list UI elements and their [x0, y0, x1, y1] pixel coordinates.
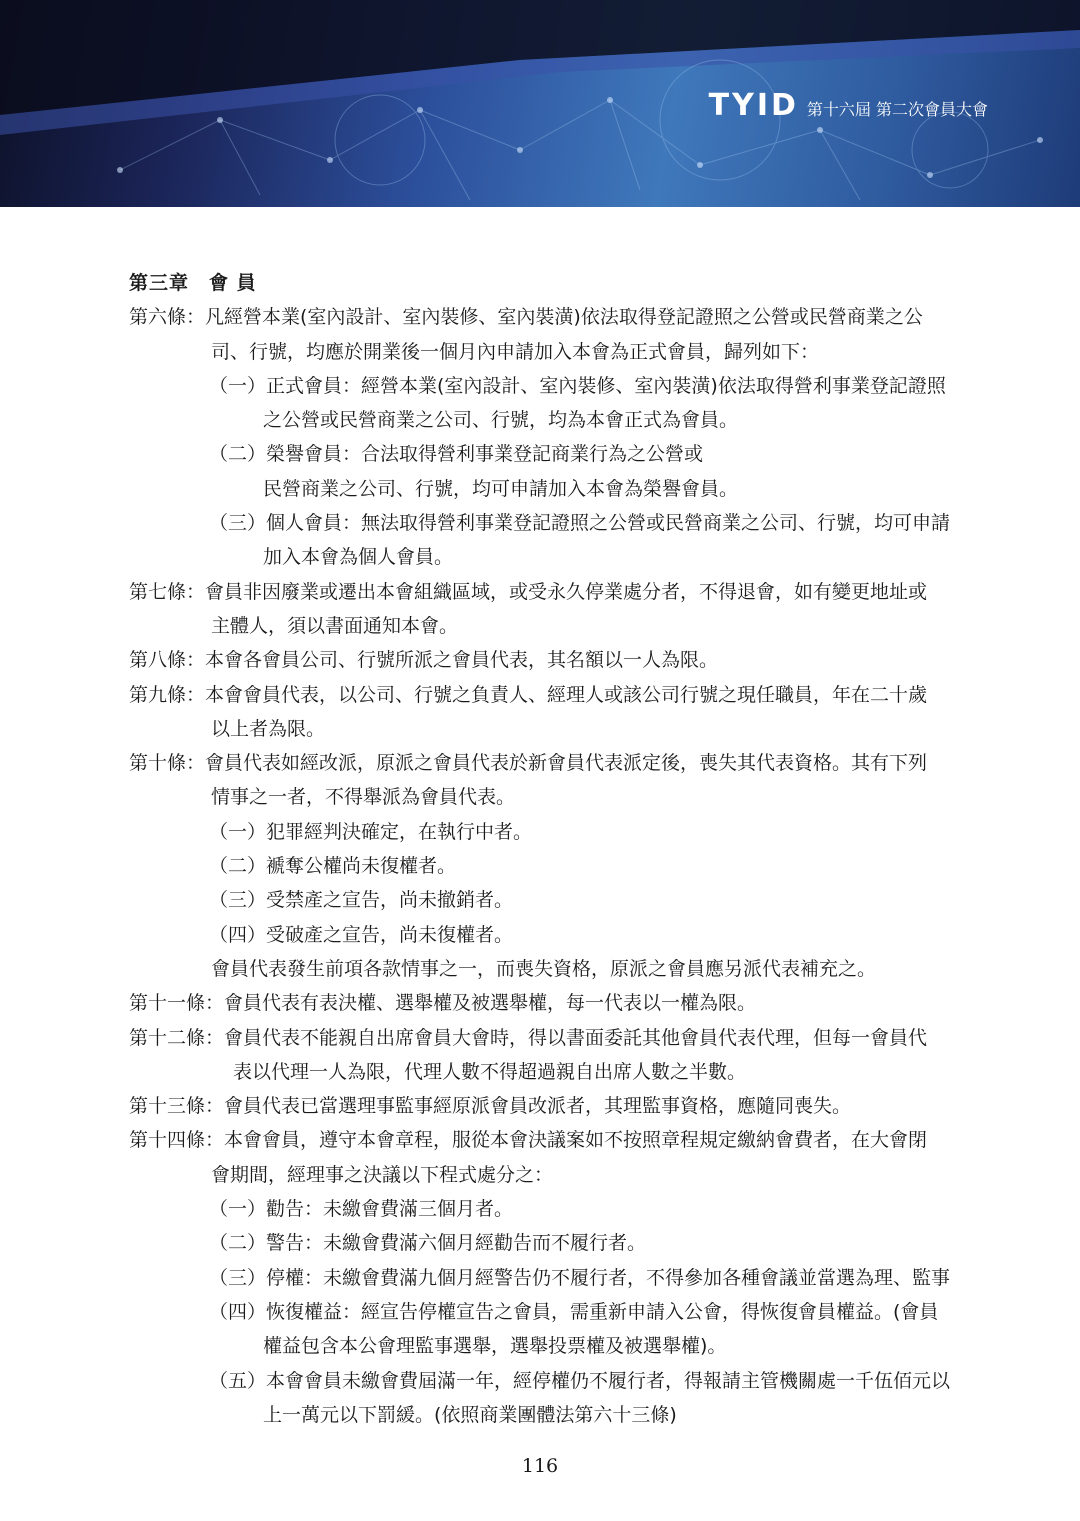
article-10-item: （四）受破產之宣告，尚未復權者。	[209, 923, 514, 946]
article-6-item-cont: 之公營或民營商業之公司、行號，均為本會正式為會員。	[263, 409, 739, 432]
article-6-item: （一）正式會員：經營本業(室內設計、室內裝修、室內裝潢)依法取得營利事業登記證照	[209, 374, 946, 397]
article-10-item: （三）受禁產之宣告，尚未撤銷者。	[209, 889, 514, 912]
article-6-item: （三）個人會員：無法取得營利事業登記證照之公營或民營商業之公司、行號，均可申請	[209, 512, 951, 535]
article-12-line: 第十二條：會員代表不能親自出席會員大會時，得以書面委託其他會員代表代理，但每一會員代	[129, 1026, 928, 1049]
article-14-item: （五）本會會員未繳會費屆滿一年，經停權仍不履行者，得報請主管機關處一千伍佰元以	[209, 1369, 951, 1392]
article-7-line: 第七條：會員非因廢業或遷出本會組織區域，或受永久停業處分者，不得退會，如有變更地址或	[129, 580, 928, 603]
page-number: 116	[521, 1455, 559, 1477]
article-9-line: 第九條：本會會員代表，以公司、行號之負責人、經理人或該公司行號之現任職員，年在二十歲	[129, 683, 928, 706]
article-14-item: （三）停權：未繳會費滿九個月經警告仍不履行者，不得參加各種會議並當選為理、監事	[209, 1266, 951, 1289]
chapter-title: 第三章 會 員	[129, 272, 257, 294]
article-12-line: 表以代理一人為限，代理人數不得超過親自出席人數之半數。	[233, 1060, 747, 1083]
article-14-line: 第十四條：本會會員，遵守本會章程，服從本會決議案如不按照章程規定繳納會費者，在大會閉	[129, 1129, 928, 1152]
article-10-item: （一）犯罪經判決確定，在執行中者。	[209, 820, 533, 843]
article-14-item-cont: 權益包含本公會理監事選舉，選舉投票權及被選舉權)。	[263, 1335, 727, 1358]
event-title: 第十六屆 第二次會員大會	[806, 100, 988, 119]
article-10-item: （二）褫奪公權尚未復權者。	[209, 855, 457, 878]
article-8-line: 第八條：本會各會員公司、行號所派之會員代表，其名額以一人為限。	[129, 649, 719, 672]
article-10-line: 第十條：會員代表如經改派，原派之會員代表於新會員代表派定後，喪失其代表資格。其有下列	[129, 752, 928, 775]
article-9-line: 以上者為限。	[211, 717, 326, 740]
article-11-line: 第十一條：會員代表有表決權、選舉權及被選舉權，每一代表以一權為限。	[129, 992, 757, 1015]
document-body	[129, 266, 999, 1432]
article-10-line: 會員代表發生前項各款情事之一，而喪失資格，原派之會員應另派代表補充之。	[211, 957, 877, 980]
tyid-logo: TYID	[708, 88, 799, 123]
article-13-line: 第十三條：會員代表已當選理事監事經原派會員改派者，其理監事資格，應隨同喪失。	[129, 1095, 852, 1118]
article-14-item: （一）勸告：未繳會費滿三個月者。	[209, 1198, 514, 1221]
article-6-line: 第六條：凡經營本業(室內設計、室內裝修、室內裝潢)依法取得登記證照之公營或民營商業之公	[129, 306, 923, 329]
article-14-item-cont: 上一萬元以下罰緩。(依照商業團體法第六十三條)	[263, 1403, 677, 1426]
article-14-line: 會期間，經理事之決議以下程式處分之：	[211, 1163, 554, 1186]
article-6-item-cont: 民營商業之公司、行號，均可申請加入本會為榮譽會員。	[263, 477, 739, 500]
article-14-item: （二）警告：未繳會費滿六個月經勸告而不履行者。	[209, 1232, 647, 1255]
article-10-line: 情事之一者，不得舉派為會員代表。	[211, 786, 516, 809]
article-6-item-cont: 加入本會為個人會員。	[263, 546, 454, 569]
header-brand	[709, 88, 988, 123]
article-14-item: （四）恢復權益：經宣告停權宣告之會員，需重新申請入公會，得恢復會員權益。(會員	[209, 1300, 939, 1323]
article-6-item: （二）榮譽會員：合法取得營利事業登記商業行為之公營或	[209, 443, 704, 466]
page-header-banner	[0, 0, 1080, 207]
article-7-line: 主體人，須以書面通知本會。	[211, 614, 459, 637]
article-6-line: 司、行號，均應於開業後一個月內申請加入本會為正式會員，歸列如下：	[211, 340, 820, 363]
